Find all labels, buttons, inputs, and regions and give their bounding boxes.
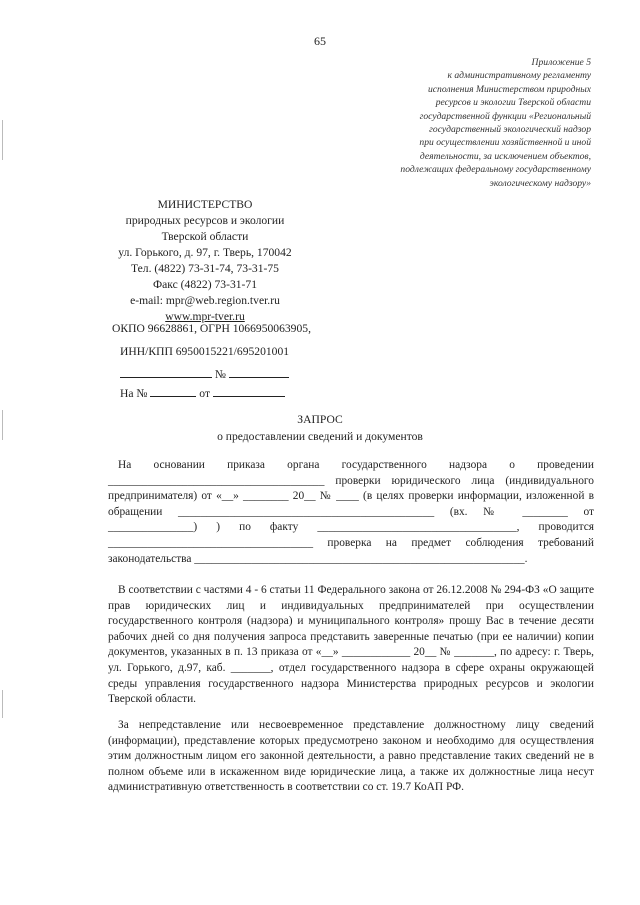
appendix-line: к административному регламенту xyxy=(447,70,591,82)
outgoing-number-line xyxy=(120,366,289,381)
reply-label: На № xyxy=(120,387,148,400)
request-subtitle: о предоставлении сведений и документов xyxy=(217,430,423,443)
okpo-ogrn-line: ОКПО 96628861, ОГРН 1066950063905, xyxy=(112,322,311,335)
appendix-header xyxy=(346,56,591,190)
body-paragraph-request xyxy=(108,583,594,708)
appendix-line: исполнения Министерством природных xyxy=(427,83,591,95)
appendix-line: при осуществлении хозяйственной и иной xyxy=(419,137,591,149)
appendix-line: Приложение 5 xyxy=(531,57,591,68)
ministry-title: МИНИСТЕРСТВО xyxy=(157,198,253,211)
request-title: ЗАПРОС xyxy=(297,413,343,426)
ministry-fax: Факс (4822) 73-31-71 xyxy=(152,278,257,291)
date-blank xyxy=(120,366,212,378)
appendix-line: подлежащих федеральному государственному xyxy=(400,164,591,176)
ministry-email: e-mail: mpr@web.region.tver.ru xyxy=(130,294,280,307)
appendix-line: государственной функции «Региональный xyxy=(419,110,591,122)
inn-kpp-line: ИНН/КПП 6950015221/695201001 xyxy=(120,345,290,358)
appendix-line: государственный экологический надзор xyxy=(429,124,591,136)
appendix-line: экологическому надзору» xyxy=(489,177,591,189)
page-number: 65 xyxy=(314,34,326,48)
ministry-subtitle: природных ресурсов и экологии xyxy=(125,214,285,227)
scan-margin-mark xyxy=(2,410,3,440)
body-paragraph-liability xyxy=(108,718,594,796)
ministry-address: ул. Горького, д. 97, г. Тверь, 170042 xyxy=(118,246,292,259)
appendix-line: деятельности, за исключением объектов, xyxy=(419,150,591,162)
ministry-region: Тверской области xyxy=(161,230,249,243)
scan-margin-mark xyxy=(2,690,3,718)
paragraph-text: За непредставление или несвоевременное представление должностному лицу сведений (информации), представление которых предусмотрено законом и необходимо для осуществления этим должностным лицом его законной деятельности, а равно представление таких сведений не в полном объеме или в искаженном виде юридические лица, а также их должностные лица несут административную ответственность в соответствии со ст. 19.7 КоАП РФ. xyxy=(108,719,594,794)
appendix-line: ресурсов и экологии Тверской области xyxy=(435,97,591,109)
ministry-website: www.mpr-tver.ru xyxy=(165,310,245,323)
number-label: № xyxy=(214,368,226,381)
ministry-phone: Тел. (4822) 73-31-74, 73-31-75 xyxy=(131,262,279,275)
body-paragraph-inspection xyxy=(108,458,594,567)
reply-to-line xyxy=(120,385,285,400)
reply-from-label: от xyxy=(199,387,211,400)
scan-margin-mark xyxy=(2,120,3,160)
paragraph-text: В соответствии с частями 4 - 6 статьи 11 Федерального закона от 26.12.2008 № 294-ФЗ «О защите прав юридических лиц и индивидуальных предпринимателей при осуществлении государственного контроля (надзора) и муниципального контроля» прошу Вас в течение десяти рабочих дней со дня получения запроса представить заверенные печатью (при ее наличии) копии документов, указанных в п. 13 приказа от «__» ____________ 20__ № _______, по адресу: г. Тверь, ул. Горького, д.97, каб. _______, отдел государственного надзора в сфере охраны окружающей среды управления государственного надзора Министерства природных ресурсов и экологии Тверской области. xyxy=(108,584,594,706)
paragraph-text: На основании приказа органа государственного надзора о проведении ______________________________________ проверки юридического лица (индивидуального предпринимателя) от «__» ________ 20__ № ____ (в целях проверки информации, изложенной в обращении _____________________________________________ (вх. № ________ от _______________) ) по факту ___________________________________, проводится ____________________________________ проверка на предмет соблюдения требований законодательства __________________________________________________________. xyxy=(108,459,594,565)
reply-date-blank xyxy=(213,385,285,397)
reply-number-blank xyxy=(150,385,196,397)
number-blank xyxy=(229,366,289,378)
